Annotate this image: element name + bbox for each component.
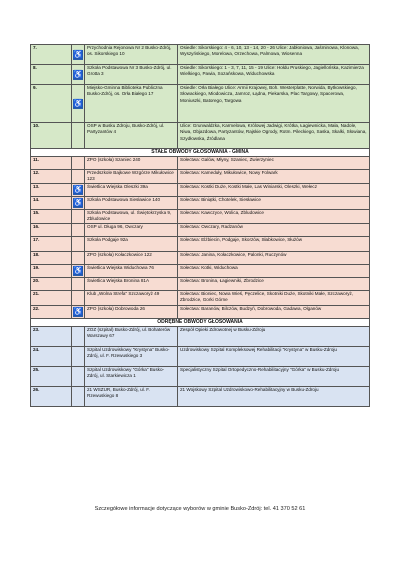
district-area: Sołectwa: Elżbiecin, Podgaje, Skorzów, Słabkowice, Służów — [178, 236, 370, 251]
district-number: 20. — [31, 277, 72, 290]
district-number: 17. — [31, 236, 72, 251]
polling-station-address: ZPO (szkoła) Szaniec 240 — [85, 157, 178, 170]
accessibility-cell — [72, 157, 85, 170]
polling-station-address: Szkoła Podstawowa, ul. Świętokrzyska 9, Zbludowice — [85, 209, 178, 223]
district-area: Osiedle: Orła Białego Ulice: Armii Krajowej, Boh. Westerplatte, Norwida, Bytkowskiego, Słowackiego, Miodowicza, Jamroz, Łądna, Piekarska, Plac Targowy, Spacerowa, Moniuszki, Batorego, Targowa — [178, 85, 370, 123]
polling-station-address: Świetlica Wiejska Oleszki 39a — [85, 183, 178, 196]
polling-station-address: Świetlica Wiejska Widuchowa 76 — [85, 264, 178, 277]
district-area: Sołectwa: Janina, Kołaczkowice, Palonki, Ruczynów — [178, 251, 370, 264]
accessibility-cell — [72, 386, 85, 406]
district-row — [31, 290, 370, 305]
accessibility-cell — [72, 251, 85, 264]
accessibility-cell — [72, 183, 85, 196]
polling-station-address: Przychodnia Rejonowa Nr 2 Busko-Zdrój, os. Sikorskiego 10 — [85, 45, 178, 65]
polling-station-address: ZPO (szkoła) Kołaczkowice 122 — [85, 251, 178, 264]
district-area: Sołectwa: Baranów, Bilczów, Budzyń, Dobrowoda, Gadawa, Olganów — [178, 305, 370, 318]
district-number: 12. — [31, 170, 72, 184]
polling-station-address: OSP ul. Długa 96, Owczary — [85, 223, 178, 236]
district-row — [31, 170, 370, 184]
district-area: 21 Wojskowy Szpital Uzdrowiskowo-Rehabilitacyjny w Busku-Zdroju — [178, 386, 370, 406]
district-row — [31, 123, 370, 149]
district-area: Sołectwa: Owczary, Radzanów — [178, 223, 370, 236]
district-row — [31, 251, 370, 264]
district-area: Sołectwa: Kotki, Widuchowa — [178, 264, 370, 277]
district-row — [31, 277, 370, 290]
district-row — [31, 346, 370, 366]
district-number: 22. — [31, 305, 72, 318]
section-header-separate — [31, 318, 370, 326]
district-area: Specjalistyczny Szpital Ortopedyczno-Rehabilitacyjny "Górka" w Busku-Zdroju — [178, 366, 370, 386]
section-heading: STAŁE OBWODY GŁOSOWANIA - GMINA — [31, 149, 370, 157]
polling-station-address: Szpital Uzdrowiskowy "Górka" Busko-Zdrój, ul. Starkiewicza 1 — [85, 366, 178, 386]
district-area: Uzdrowiskowy Szpital Kompleksowej Rehabilitacji "Krystyna" w Busku-Zdroju — [178, 346, 370, 366]
section-heading: ODRĘBNE OBWODY GŁOSOWANIA — [31, 318, 370, 326]
accessibility-cell — [72, 277, 85, 290]
district-row — [31, 209, 370, 223]
polling-station-address: Szkoła Podstawowa Siesławice 140 — [85, 196, 178, 209]
district-number: 14. — [31, 196, 72, 209]
accessibility-cell — [72, 196, 85, 209]
polling-station-address: ZOZ (szpital) Busko-Zdrój, ul. Bohaterów Warszawy 67 — [85, 326, 178, 346]
district-area: Osiedle: Sikorskiego: 1 - 3, 7, 11, 15 - 19 Ulice: Hołdu Pruskiego, Jagiellońska, Kazimierza Wielkiego, Pawia, Sozańskowa, Widuchowska — [178, 65, 370, 85]
district-number: 24. — [31, 346, 72, 366]
accessibility-cell — [72, 45, 85, 65]
wheelchair-icon: ♿ — [73, 265, 83, 275]
district-number: 16. — [31, 223, 72, 236]
district-row — [31, 326, 370, 346]
district-area: Sołectwa: Kostki Duże, Kostki Małe, Las Winiarski, Oleszki, Wełecz — [178, 183, 370, 196]
footer-contact: Szczegółowe informacje dotyczące wyborów w gminie Busko-Zdrój: tel. 41 370 52 61 — [94, 506, 306, 512]
accessibility-cell — [72, 236, 85, 251]
district-area: Sołectwa: Biniątki, Chotelek, Siesławice — [178, 196, 370, 209]
wheelchair-icon: ♿ — [73, 306, 83, 316]
accessibility-cell — [72, 346, 85, 366]
polling-districts-table — [30, 44, 370, 407]
polling-station-address: Miejsko-Gminna Biblioteka Publiczna Busko-Zdrój, os. Orła Białego 17 — [85, 85, 178, 123]
wheelchair-icon: ♿ — [73, 98, 83, 108]
district-area: Sołectwa: Bioniec, Nowa Wieś, Pęczelice, Skotniki Duże, Skotniki Małe, Szczaworyż, Zbrodzice, Gorki Górne — [178, 290, 370, 305]
district-row — [31, 45, 370, 65]
district-row — [31, 183, 370, 196]
accessibility-cell — [72, 305, 85, 318]
polling-station-address: Szpital Uzdrowiskowy "Krystyna" Busko-Zdrój, ul. F. Rzewuskiego 3 — [85, 346, 178, 366]
district-number: 11. — [31, 157, 72, 170]
accessibility-cell — [72, 85, 85, 123]
district-number: 19. — [31, 264, 72, 277]
district-number: 25. — [31, 366, 72, 386]
section-header-gmina — [31, 149, 370, 157]
accessibility-cell — [72, 209, 85, 223]
district-number: 15. — [31, 209, 72, 223]
district-number: 9. — [31, 85, 72, 123]
accessibility-cell — [72, 223, 85, 236]
district-number: 13. — [31, 183, 72, 196]
district-area: Sołectwa: Galów, Młyny, Szaniec, Zwierzyniec — [178, 157, 370, 170]
polling-station-address: Szkoła Podgaje 92a — [85, 236, 178, 251]
district-number: 10. — [31, 123, 72, 149]
district-area: Osiedle: Sikorskiego: 4 - 6, 10, 13 - 14, 20 - 26 Ulice: Jabłoniowa, Jaśminowa, Klonowa, Wyszyńskiego, Morelowa, Orzechowa, Palmowa, Wiosenna — [178, 45, 370, 65]
accessibility-cell — [72, 326, 85, 346]
accessibility-cell — [72, 65, 85, 85]
district-row — [31, 65, 370, 85]
district-number: 8. — [31, 65, 72, 85]
district-row — [31, 305, 370, 318]
district-row — [31, 386, 370, 406]
district-number: 7. — [31, 45, 72, 65]
district-row — [31, 366, 370, 386]
district-area: Sołectwa: Kawczyce, Wolica, Zbludowice — [178, 209, 370, 223]
district-row — [31, 85, 370, 123]
district-number: 18. — [31, 251, 72, 264]
polling-station-address: Przedszkole Bajkowe Wzgórze Mikułowice 123 — [85, 170, 178, 184]
wheelchair-icon: ♿ — [73, 69, 83, 79]
accessibility-cell — [72, 290, 85, 305]
district-number: 26. — [31, 386, 72, 406]
district-area: Sołectwa: Bronina, Łagiewniki, Zbrodzice — [178, 277, 370, 290]
polling-station-address: Szkoła Podstawowa Nr 3 Busko-Zdrój, ul. Grotta 3 — [85, 65, 178, 85]
polling-station-address: OSP w Busku Zdroju, Busko-Zdrój, ul. Partyzantów 4 — [85, 123, 178, 149]
district-row — [31, 264, 370, 277]
polling-station-address: 21 WSZUR, Busko-Zdrój, ul. F. Rzewuskiego 8 — [85, 386, 178, 406]
wheelchair-icon: ♿ — [73, 184, 83, 194]
accessibility-cell — [72, 264, 85, 277]
polling-station-address: ZPO (szkoła) Dobrowoda 26 — [85, 305, 178, 318]
accessibility-cell — [72, 170, 85, 184]
polling-station-address: Klub „Wolna Strefa" Szczaworyż 49 — [85, 290, 178, 305]
district-row — [31, 157, 370, 170]
district-number: 21. — [31, 290, 72, 305]
accessibility-cell — [72, 366, 85, 386]
district-area: Sołectwa: Kameduły, Mikułowice, Nowy Folwark — [178, 170, 370, 184]
accessibility-cell — [72, 123, 85, 149]
district-row — [31, 196, 370, 209]
district-area: Ulice: Grunwaldzka, Karmelowa, Królowej Jadwigi, Krótka, Łagiewnicka, Mała, Nadole, Niwa, Objazdowa, Partyzantów, Rajskie Ogrody, Rotm. Pileckiego, Saska, Skalki, Słowiana, Szydłowska, Źródlana — [178, 123, 370, 149]
district-number: 23. — [31, 326, 72, 346]
wheelchair-icon: ♿ — [73, 49, 83, 59]
district-row — [31, 236, 370, 251]
polling-station-address: Świetlica Wiejska Bronina 81A — [85, 277, 178, 290]
district-area: Zespół Opieki Zdrowotnej w Busku-Zdroju — [178, 326, 370, 346]
district-row — [31, 223, 370, 236]
wheelchair-icon: ♿ — [73, 197, 83, 207]
